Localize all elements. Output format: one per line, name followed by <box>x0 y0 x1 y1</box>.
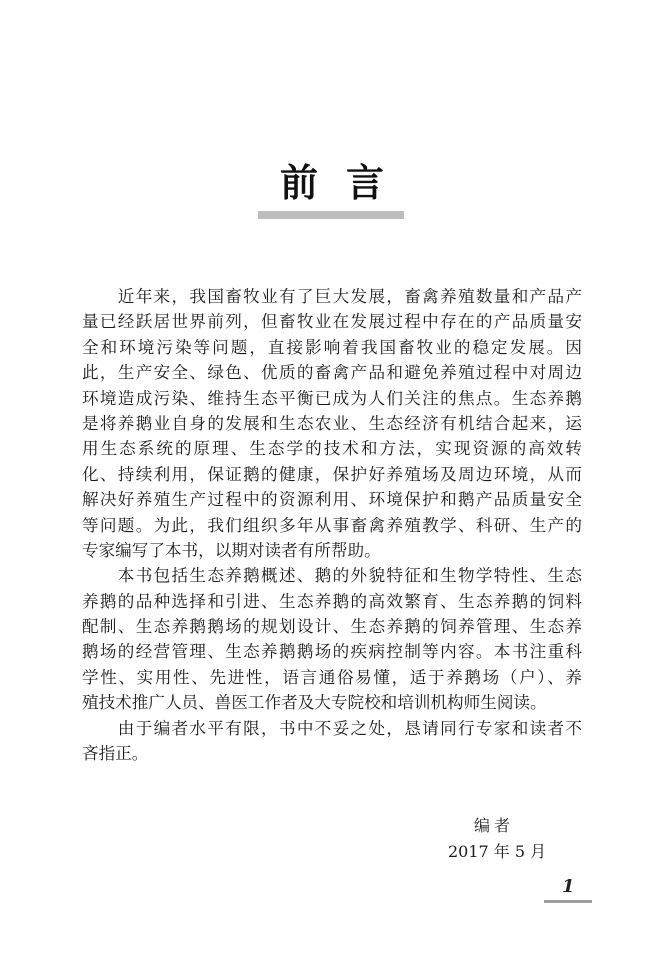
text-line: 此，生产安全、绿色、优质的畜禽产品和避免养殖过程中对周边 <box>82 363 584 383</box>
text-line: 本书包括生态养鹅概述、鹅的外貌特征和生物学特性、生态 <box>82 566 584 586</box>
text-line: 全和环境污染等问题，直接影响着我国畜牧业的稳定发展。因 <box>82 337 584 357</box>
text-line: 吝指正。 <box>82 744 149 764</box>
signature-date: 2017 年 5 月 <box>448 842 547 861</box>
text-line: 鹅场的经营管理、生态养鹅鹅场的疾病控制等内容。本书注重科 <box>82 642 584 662</box>
page-number: 1 <box>562 876 575 897</box>
paragraph <box>82 563 582 715</box>
title-underline <box>258 211 404 219</box>
text-line: 由于编者水平有限，书中不妥之处，恳请同行专家和读者不 <box>82 718 584 738</box>
paragraph <box>82 716 582 767</box>
text-line: 用生态系统的原理、生态学的技术和方法，实现资源的高效转 <box>82 439 584 459</box>
text-line: 殖技术推广人员、兽医工作者及大专院校和培训机构师生阅读。 <box>82 693 547 713</box>
text-line: 学性、实用性、先进性，语言通俗易懂，适于养鹅场（户）、养 <box>82 667 584 687</box>
page-title: 前言 <box>279 161 412 205</box>
text-line: 环境造成污染、维持生态平衡已成为人们关注的焦点。生态养鹅 <box>82 388 584 408</box>
text-line: 量已经跃居世界前列，但畜牧业在发展过程中存在的产品质量安 <box>82 312 584 332</box>
text-line: 专家编写了本书，以期对读者有所帮助。 <box>82 540 381 560</box>
text-line: 配制、生态养鹅鹅场的规划设计、生态养鹅的饲养管理、生态养 <box>82 617 584 637</box>
page-number-rule <box>544 900 592 903</box>
text-line: 化、持续利用，保证鹅的健康，保护好养殖场及周边环境，从而 <box>82 464 584 484</box>
text-line: 解决好养殖生产过程中的资源利用、环境保护和鹅产品质量安全 <box>82 490 584 510</box>
preface-body <box>82 284 582 766</box>
signature-author: 编者 <box>474 816 515 835</box>
text-line: 是将养鹅业自身的发展和生态农业、生态经济有机结合起来，运 <box>82 413 584 433</box>
paragraph <box>82 284 582 563</box>
text-line: 养鹅的品种选择和引进、生态养鹅的高效繁育、生态养鹅的饲料 <box>82 591 584 611</box>
text-line: 近年来，我国畜牧业有了巨大发展，畜禽养殖数量和产品产 <box>82 287 584 306</box>
text-line: 等问题。为此，我们组织多年从事畜禽养殖教学、科研、生产的 <box>82 515 584 535</box>
